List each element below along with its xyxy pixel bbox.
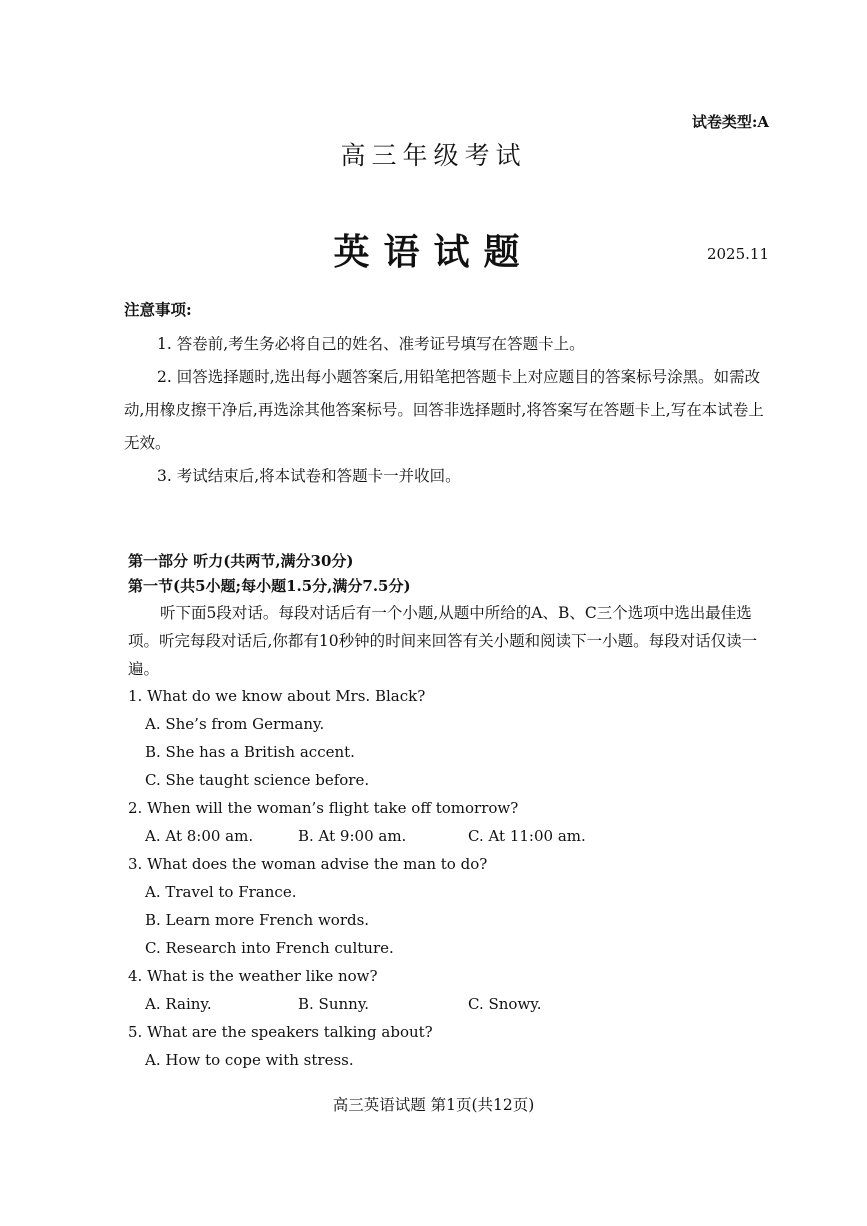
option-c: C. Research into French culture. bbox=[145, 939, 394, 957]
option-a: A. Travel to France. bbox=[145, 883, 297, 901]
paper-type-label: 试卷类型:A bbox=[691, 113, 769, 131]
option-row bbox=[128, 990, 774, 1018]
question-stem: 3. What does the woman advise the man to do? bbox=[128, 855, 488, 873]
page-footer: 高三英语试题 第1页(共12页) bbox=[332, 1096, 535, 1114]
question-2 bbox=[128, 794, 774, 850]
question-stem: 4. What is the weather like now? bbox=[128, 967, 378, 985]
option-c: C. Snowy. bbox=[468, 995, 542, 1013]
option-b: B. At 9:00 am. bbox=[298, 827, 407, 845]
question-5 bbox=[128, 1018, 774, 1074]
exam-date: 2025.11 bbox=[706, 245, 769, 263]
option-c: C. At 11:00 am. bbox=[468, 827, 586, 845]
notes-heading: 注意事项: bbox=[124, 300, 192, 319]
option-a: A. How to cope with stress. bbox=[145, 1051, 354, 1069]
question-stem: 2. When will the woman’s flight take off tomorrow? bbox=[128, 799, 519, 817]
question-stem: 1. What do we know about Mrs. Black? bbox=[128, 687, 426, 705]
option-a: A. Rainy. bbox=[145, 995, 212, 1013]
section-instructions: 听下面5段对话。每段对话后有一个小题,从题中所给的A、B、C三个选项中选出最佳选项。听完每段对话后,你都有10秒钟的时间来回答有关小题和阅读下一小题。每段对话仅读一遍。 bbox=[128, 604, 758, 678]
question-1 bbox=[128, 682, 774, 794]
notes-section bbox=[124, 300, 774, 493]
note-item: 2. 回答选择题时,选出每小题答案后,用铅笔把答题卡上对应题目的答案标号涂黑。如需改动,用橡皮擦干净后,再选涂其他答案标号。回答非选择题时,将答案写在答题卡上,写在本试卷上无效。 bbox=[124, 368, 764, 452]
question-list bbox=[128, 682, 774, 1074]
option-b: B. Learn more French words. bbox=[145, 911, 370, 929]
note-item: 3. 考试结束后,将本试卷和答题卡一并收回。 bbox=[157, 467, 461, 485]
part-heading: 第一部分 听力(共两节,满分30分) bbox=[128, 552, 354, 570]
question-stem: 5. What are the speakers talking about? bbox=[128, 1023, 433, 1041]
question-3 bbox=[128, 850, 774, 962]
option-b: B. Sunny. bbox=[298, 995, 370, 1013]
section-heading: 第一节(共5小题;每小题1.5分,满分7.5分) bbox=[128, 577, 411, 595]
note-item: 1. 答卷前,考生务必将自己的姓名、准考证号填写在答题卡上。 bbox=[157, 335, 585, 353]
listening-part bbox=[128, 549, 774, 683]
question-4 bbox=[128, 962, 774, 1018]
option-row bbox=[128, 822, 774, 850]
option-a: A. She’s from Germany. bbox=[145, 715, 325, 733]
exam-title: 高三年级考试 bbox=[340, 141, 527, 170]
option-b: B. She has a British accent. bbox=[145, 743, 355, 761]
option-a: A. At 8:00 am. bbox=[145, 827, 254, 845]
option-c: C. She taught science before. bbox=[145, 771, 370, 789]
subject-title: 英语试题 bbox=[333, 231, 534, 273]
